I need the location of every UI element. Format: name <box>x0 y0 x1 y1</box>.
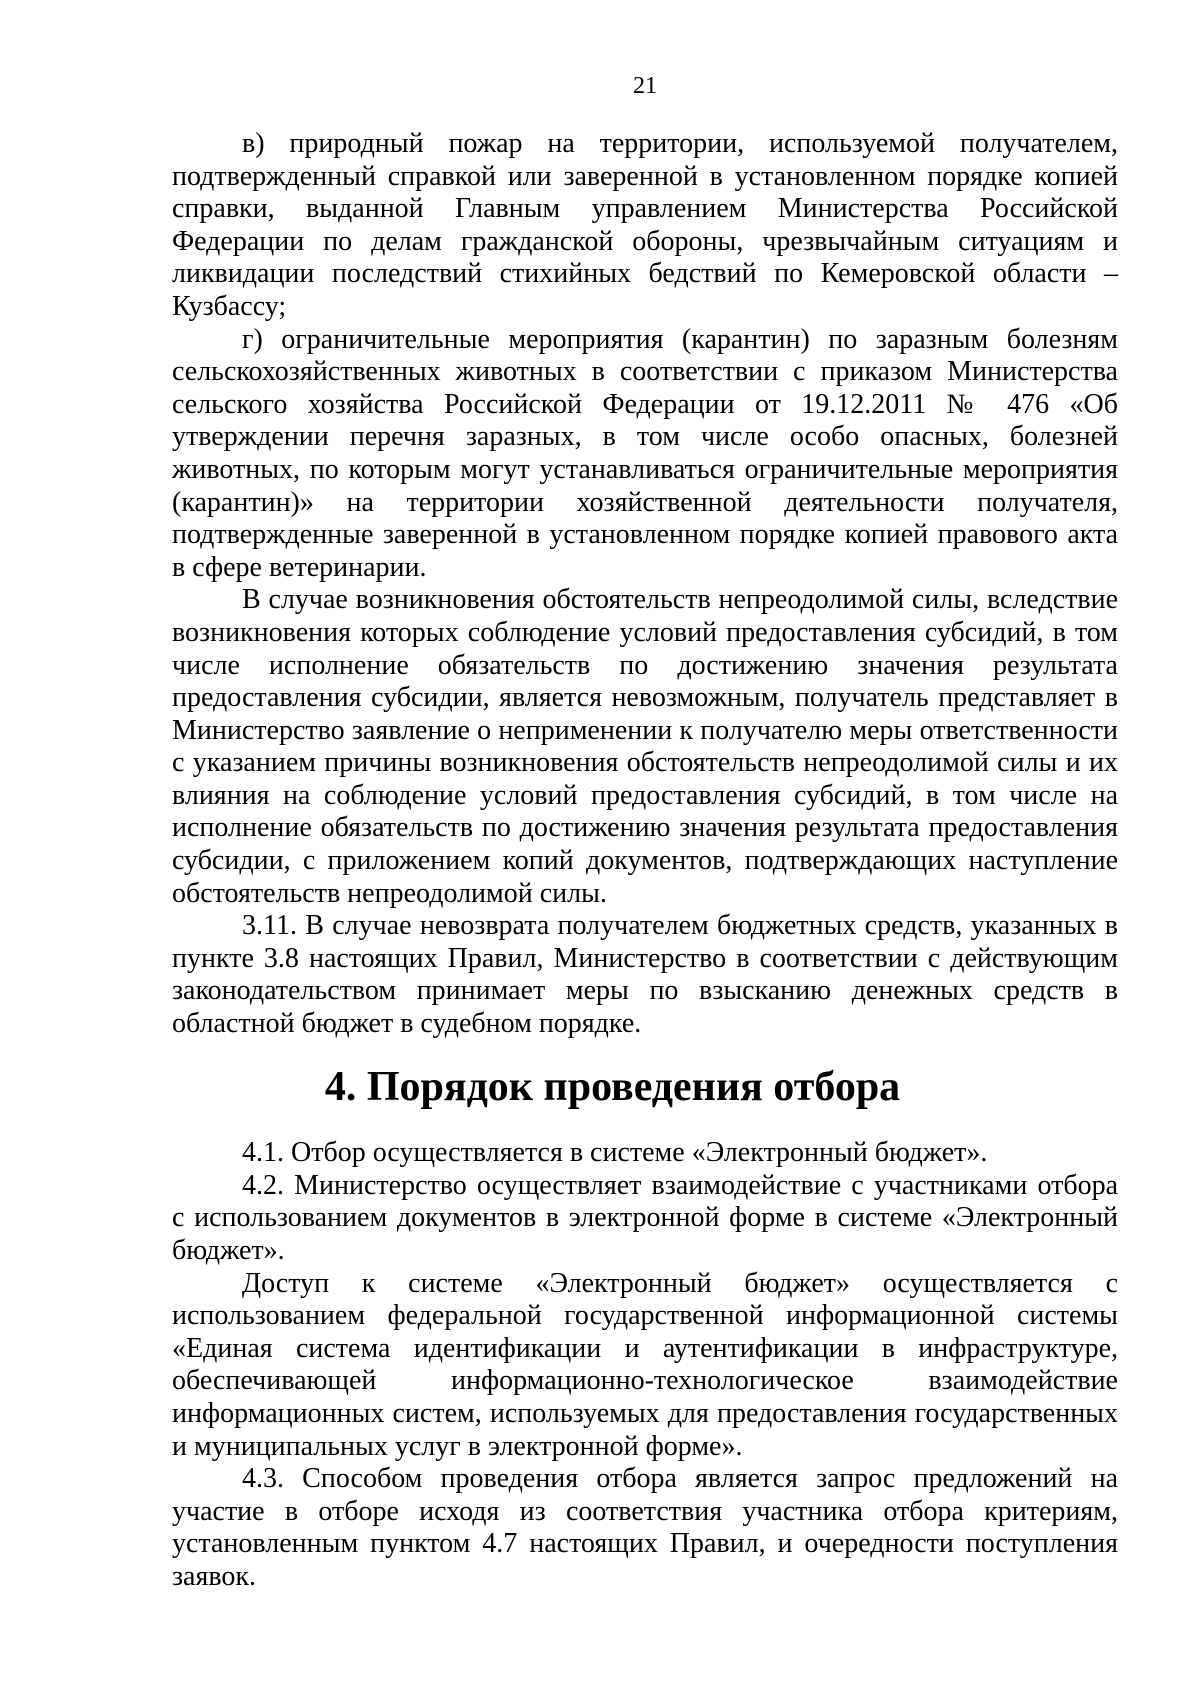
paragraph-4-2: 4.2. Министерство осуществляет взаимодействие с участниками отбора с использованием документов в электронной форме в системе «Электронный бюджет». <box>172 1169 1118 1266</box>
page-number: 21 <box>633 73 657 99</box>
paragraph-force-majeure: В случае возникновения обстоятельств непреодолимой силы, вследствие возникновения которых соблюдение условий предоставления субсидий, в том числе исполнение обязательств по достижению значения результата предоставления субсидии, является невозможным, получатель представляет в Министерство заявление о неприменении к получателю меры ответственности с указанием причины возникновения обстоятельств непреодолимой силы и их влияния на соблюдение условий предоставления субсидий, в том числе на исполнение обязательств по достижению значения результата предоставления субсидии, с приложением копий документов, подтверждающих наступление обстоятельств непреодолимой силы. <box>172 584 1118 909</box>
paragraph-3-11: 3.11. В случае невозврата получателем бюджетных средств, указанных в пункте 3.8 настоящих Правил, Министерство в соответствии с действующим законодательством принимает меры по взысканию денежных средств в областной бюджет в судебном порядке. <box>172 910 1118 1040</box>
paragraph-4-1: 4.1. Отбор осуществляется в системе «Электронный бюджет». <box>242 1137 988 1169</box>
document-body <box>172 128 1118 1594</box>
paragraph-system-access: Доступ к системе «Электронный бюджет» осуществляется с использованием федеральной государственной информационной системы «Единая система идентификации и аутентификации в инфраструктуре, обеспечивающей информационно-технологическое взаимодействие информационных систем, используемых для предоставления государственных и муниципальных услуг в электронной форме». <box>172 1267 1118 1462</box>
paragraph-4-3: 4.3. Способом проведения отбора является запрос предложений на участие в отборе исходя из соответствия участника отбора критериям, установленным пунктом 4.7 настоящих Правил, и очередности поступления заявок. <box>172 1463 1118 1592</box>
section-heading: 4. Порядок проведения отбора <box>324 1063 901 1110</box>
paragraph-quarantine: г) ограничительные мероприятия (карантин) по заразным болезням сельскохозяйственных животных в соответствии с приказом Министерства сельского хозяйства Российской Федерации от 19.12.2011 № 476 «Об утверждении перечня заразных, в том числе особо опасных, болезней животных, по которым могут устанавливаться ограничительные мероприятия (карантин)» на территории хозяйственной деятельности получателя, подтвержденные заверенной в установленном порядке копией правового акта в сфере ветеринарии. <box>172 323 1118 583</box>
paragraph-natural-fire: в) природный пожар на территории, используемой получателем, подтвержденный справкой или заверенной в установленном порядке копией справки, выданной Главным управлением Министерства Российской Федерации по делам гражданской обороны, чрезвычайным ситуациям и ликвидации последствий стихийных бедствий по Кемеровской области – Кузбассу; <box>172 128 1118 322</box>
